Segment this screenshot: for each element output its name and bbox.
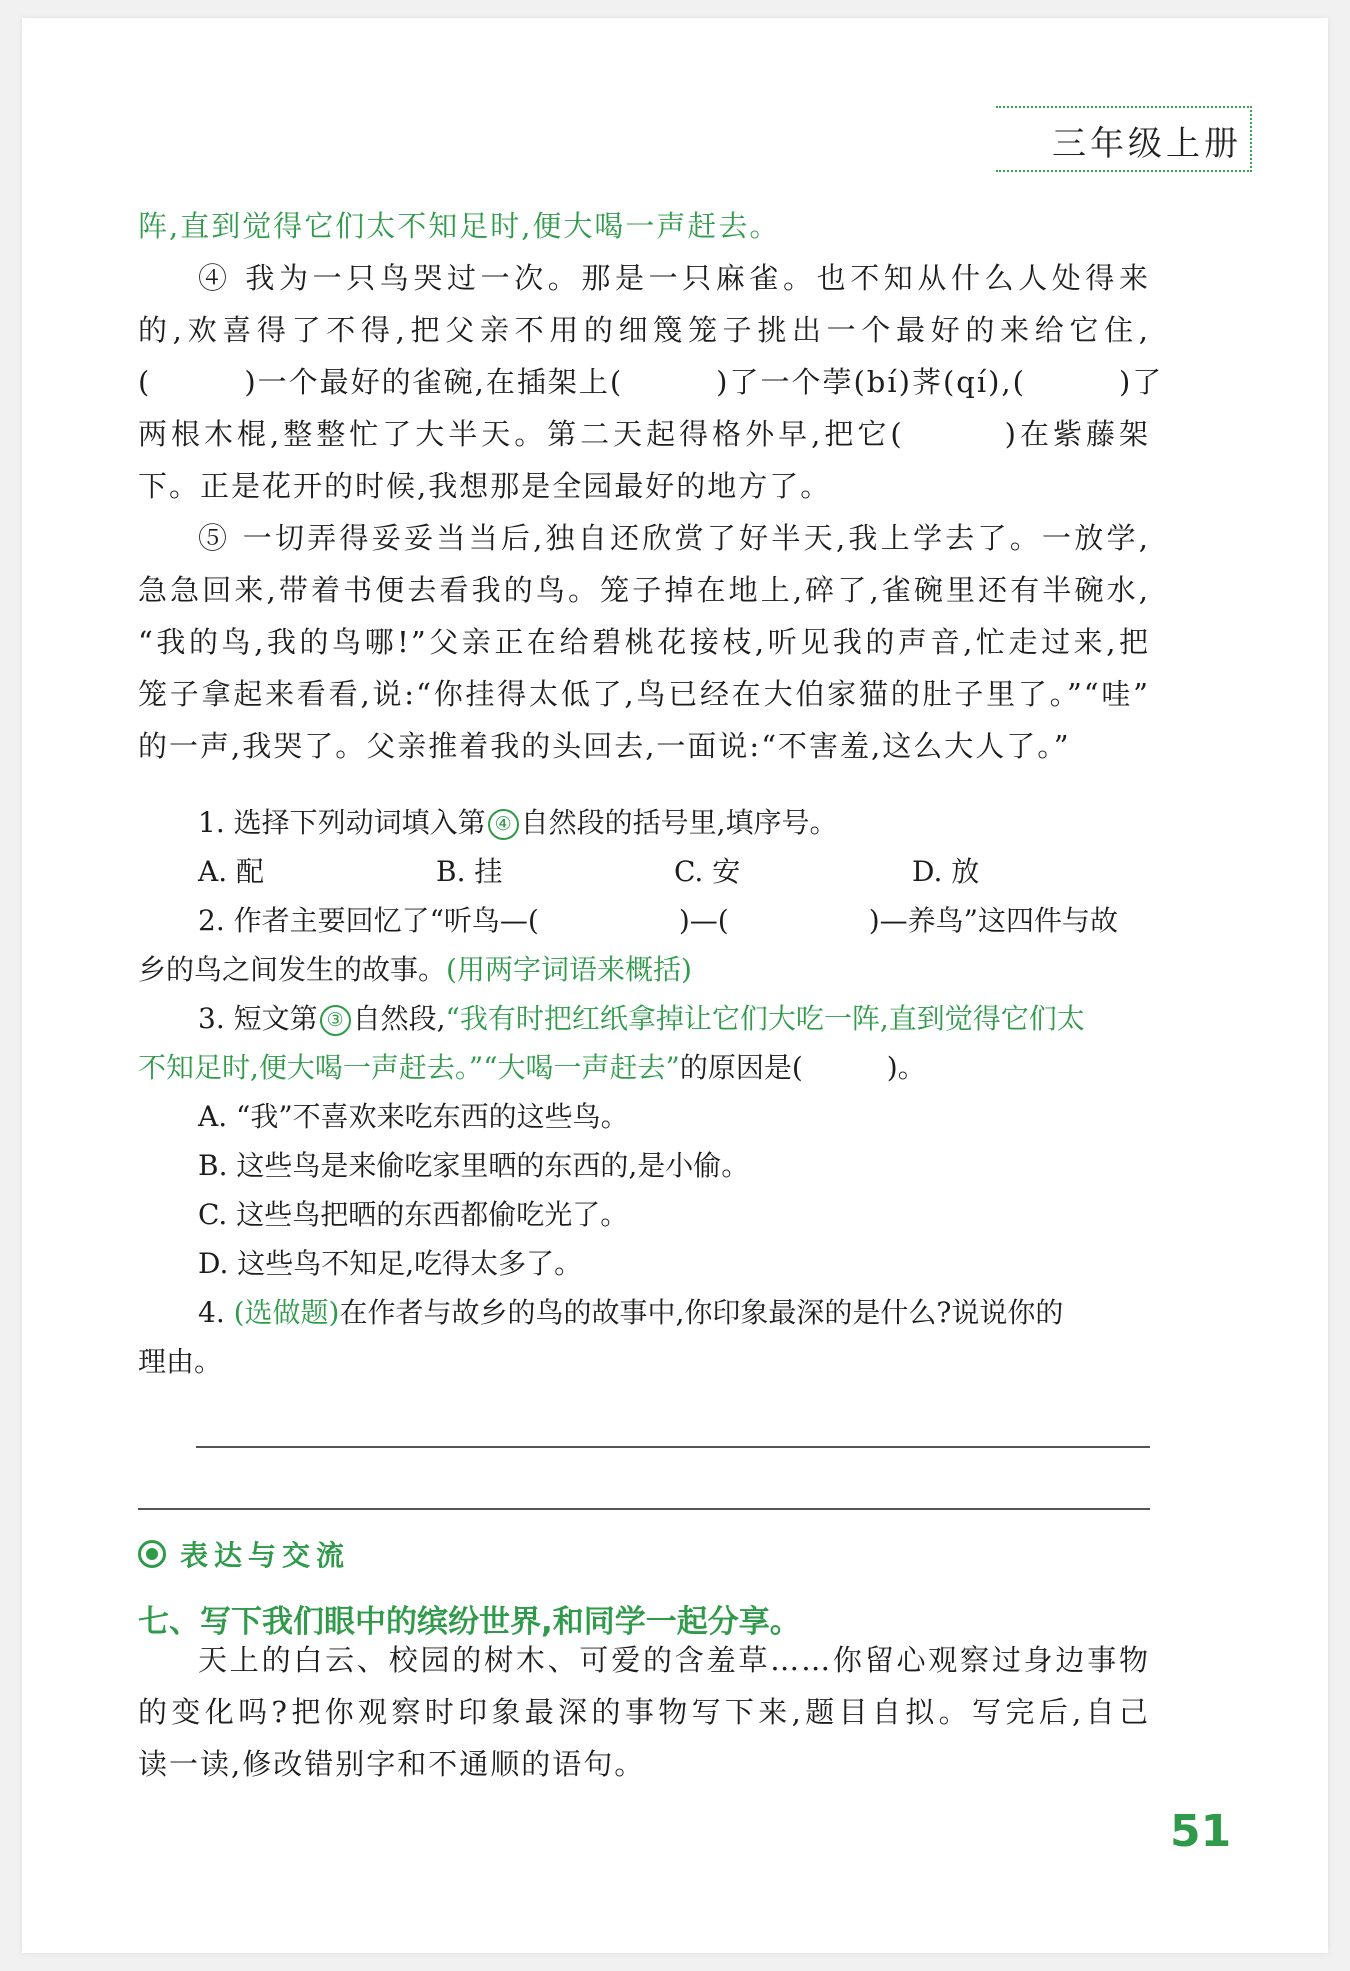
passage-line-4: ( )一个最好的雀碗,在插架上( )了一个荸(bí)荠(qí),( )了 (138, 365, 1164, 399)
question-1: 1. 选择下列动词填入第 ④ 自然段的括号里,填序号。 (198, 806, 838, 839)
question-3-line-1: 3. 短文第 ③ 自然段,“我有时把红纸拿掉让它们大吃一阵,直到觉得它们太 (198, 1002, 1085, 1035)
question-2-line-2: 乡的鸟之间发生的故事。(用两字词语来概括) (138, 953, 692, 986)
answer-line-2[interactable] (138, 1508, 1150, 1510)
grade-label: 三年级上册 (1052, 124, 1242, 164)
passage-line-6: 下。正是花开的时候,我想那是全园最好的地方了。 (138, 469, 832, 503)
answer-line-1[interactable] (196, 1446, 1150, 1448)
question-4-line-1: 4. (选做题)在作者与故乡的鸟的故事中,你印象最深的是什么?说说你的 (198, 1296, 1064, 1329)
section-title: 表达与交流 (180, 1539, 351, 1572)
question-3-option-a[interactable]: A. “我”不喜欢来吃东西的这些鸟。 (198, 1100, 629, 1133)
optional-tag: (选做题) (233, 1296, 340, 1329)
question-2-line-1: 2. 作者主要回忆了“听鸟—( )—( )—养鸟”这四件与故 (198, 904, 1118, 937)
questions-block (138, 798, 1150, 1386)
paragraph-number-badge: ④ (488, 809, 519, 840)
task-line-3: 读一读,修改错别字和不通顺的语句。 (138, 1747, 646, 1781)
option-b[interactable]: B. 挂 (436, 855, 503, 888)
passage-line-5: 两根木棍,整整忙了大半天。第二天起得格外早,把它( )在紫藤架 (138, 417, 1150, 451)
question-1-options (138, 847, 1150, 896)
page-number: 51 (1170, 1806, 1232, 1857)
passage-line-11: 的一声,我哭了。父亲推着我的头回去,一面说:“不害羞,这么大人了。” (138, 729, 1071, 763)
option-c[interactable]: C. 安 (674, 855, 741, 888)
question-3-line-2: 不知足时,便大喝一声赶去。”“大喝一声赶去”的原因是( )。 (138, 1051, 926, 1084)
question-3-option-b[interactable]: B. 这些鸟是来偷吃家里晒的东西的,是小偷。 (198, 1149, 750, 1182)
task-title: 七、写下我们眼中的缤纷世界,和同学一起分享。 (138, 1604, 801, 1640)
task-instructions (138, 1634, 1150, 1790)
option-a[interactable]: A. 配 (198, 855, 265, 888)
question-3-option-d[interactable]: D. 这些鸟不知足,吃得太多了。 (198, 1247, 583, 1280)
passage-line-8: 急急回来,带着书便去看我的鸟。笼子掉在地上,碎了,雀碗里还有半碗水, (138, 573, 1150, 607)
question-3-option-c[interactable]: C. 这些鸟把晒的东西都偷吃光了。 (198, 1198, 629, 1231)
option-d[interactable]: D. 放 (912, 855, 980, 888)
passage-line-7: ⑤ 一切弄得妥妥当当后,独自还欣赏了好半天,我上学去了。一放学, (198, 521, 1150, 555)
section-header (138, 1534, 350, 1574)
question-4-line-2: 理由。 (138, 1345, 223, 1378)
passage-line-3: 的,欢喜得了不得,把父亲不用的细篾笼子挑出一个最好的来给它住, (138, 313, 1150, 347)
passage-line-9: “我的鸟,我的鸟哪!”父亲正在给碧桃花接枝,听见我的声音,忙走过来,把 (138, 625, 1150, 659)
target-icon (138, 1540, 166, 1568)
passage-line-2: ④ 我为一只鸟哭过一次。那是一只麻雀。也不知从什么人处得来 (198, 261, 1150, 295)
reading-passage (138, 200, 1164, 772)
task-line-2: 的变化吗?把你观察时印象最深的事物写下来,题目自拟。写完后,自己 (138, 1695, 1150, 1729)
paragraph-number-badge: ③ (320, 1005, 351, 1036)
passage-line-1: 阵,直到觉得它们太不知足时,便大喝一声赶去。 (138, 209, 781, 243)
task-line-1: 天上的白云、校园的树木、可爱的含羞草……你留心观察过身边事物 (198, 1643, 1150, 1677)
passage-line-10: 笼子拿起来看看,说:“你挂得太低了,鸟已经在大伯家猫的肚子里了。”“哇” (138, 677, 1150, 711)
question-2-hint: (用两字词语来概括) (446, 953, 692, 986)
